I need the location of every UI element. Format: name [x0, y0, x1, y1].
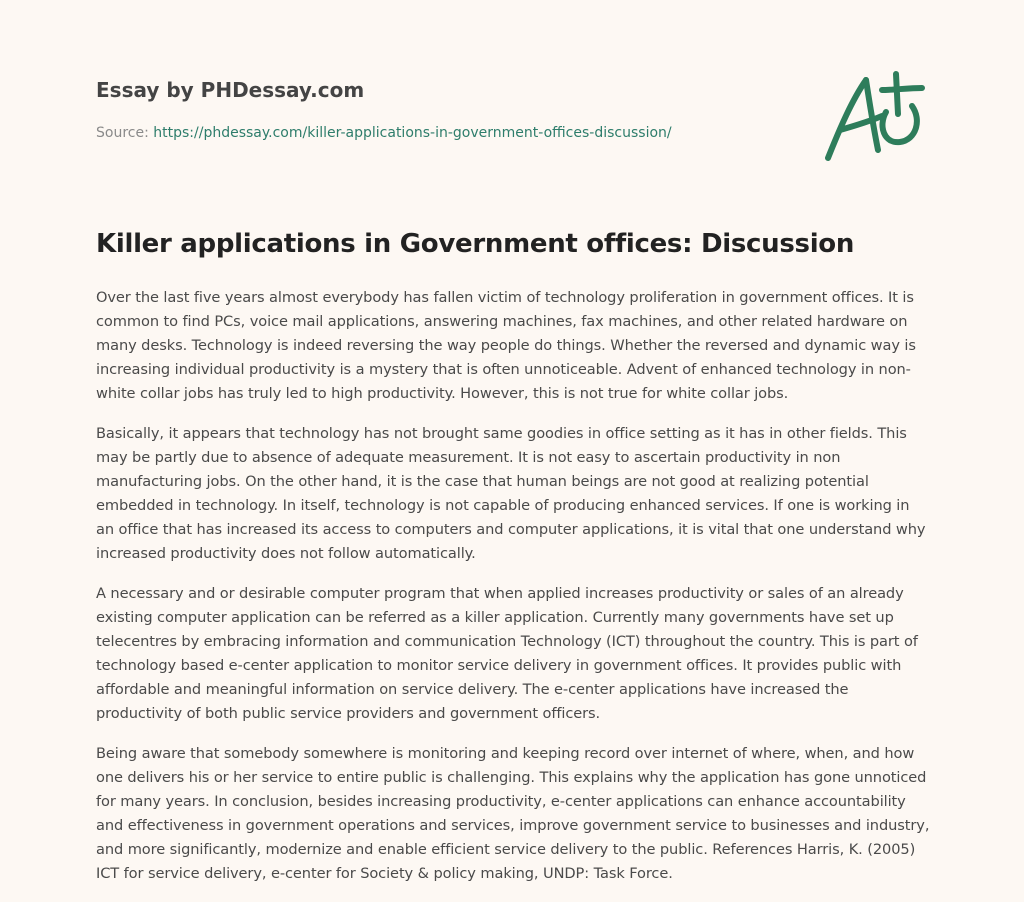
page-header [96, 76, 796, 142]
source-line [96, 124, 796, 142]
article-paragraph: Basically, it appears that technology has not brought same goodies in office setting as it has in other fields. This may be partly due to absence of adequate measurement. It is not easy to ascertain productivity in non manufacturing jobs. On the other hand, it is the case that human beings are not good at realizing potential embedded in technology. In itself, technology is not capable of producing enhanced services. If one is working in an office that has increased its access to computers and computer applications, it is vital that one understand why increased productivity does not follow automatically. [96, 425, 926, 562]
article-title: Killer applications in Government offices: Discussion [96, 229, 855, 259]
article-body [96, 286, 930, 902]
a-plus-logo-icon [818, 66, 930, 166]
article-paragraph: Over the last five years almost everybody has fallen victim of technology proliferation in government offices. It is common to find PCs, voice mail applications, answering machines, fax machines, and other related hardware on many desks. Technology is indeed reversing the way people do things. Whether the reversed and dynamic way is increasing individual productivity is a mystery that is often unnoticeable. Advent of enhanced technology in non-white collar jobs has truly led to high productivity. However, this is not true for white collar jobs. [96, 289, 916, 402]
article-paragraph: A necessary and or desirable computer program that when applied increases productivity or sales of an already existing computer application can be referred as a killer application. Currently many governments have set up telecentres by embracing information and communication Technology (ICT) throughout the country. This is part of technology based e-center application to monitor service delivery in government offices. It provides public with affordable and meaningful information on service delivery. The e-center applications have increased the productivity of both public service providers and government officers. [96, 585, 918, 722]
site-brand: Essay by PHDessay.com [96, 78, 365, 102]
article-paragraph: Being aware that somebody somewhere is monitoring and keeping record over internet of where, when, and how one delivers his or her service to entire public is challenging. This explains why the application has gone unnoticed for many years. In conclusion, besides increasing productivity, e-center applications can enhance accountability and effectiveness in government operations and services, improve government service to businesses and industry, and more significantly, modernize and enable efficient service delivery to the public. References Harris, K. (2005) ICT for service delivery, e-center for Society & policy making, UNDP: Task Force. [96, 745, 930, 882]
source-link[interactable]: https://phdessay.com/killer-applications-in-government-offices-discussion/ [153, 125, 672, 141]
source-label: Source: [96, 125, 149, 141]
